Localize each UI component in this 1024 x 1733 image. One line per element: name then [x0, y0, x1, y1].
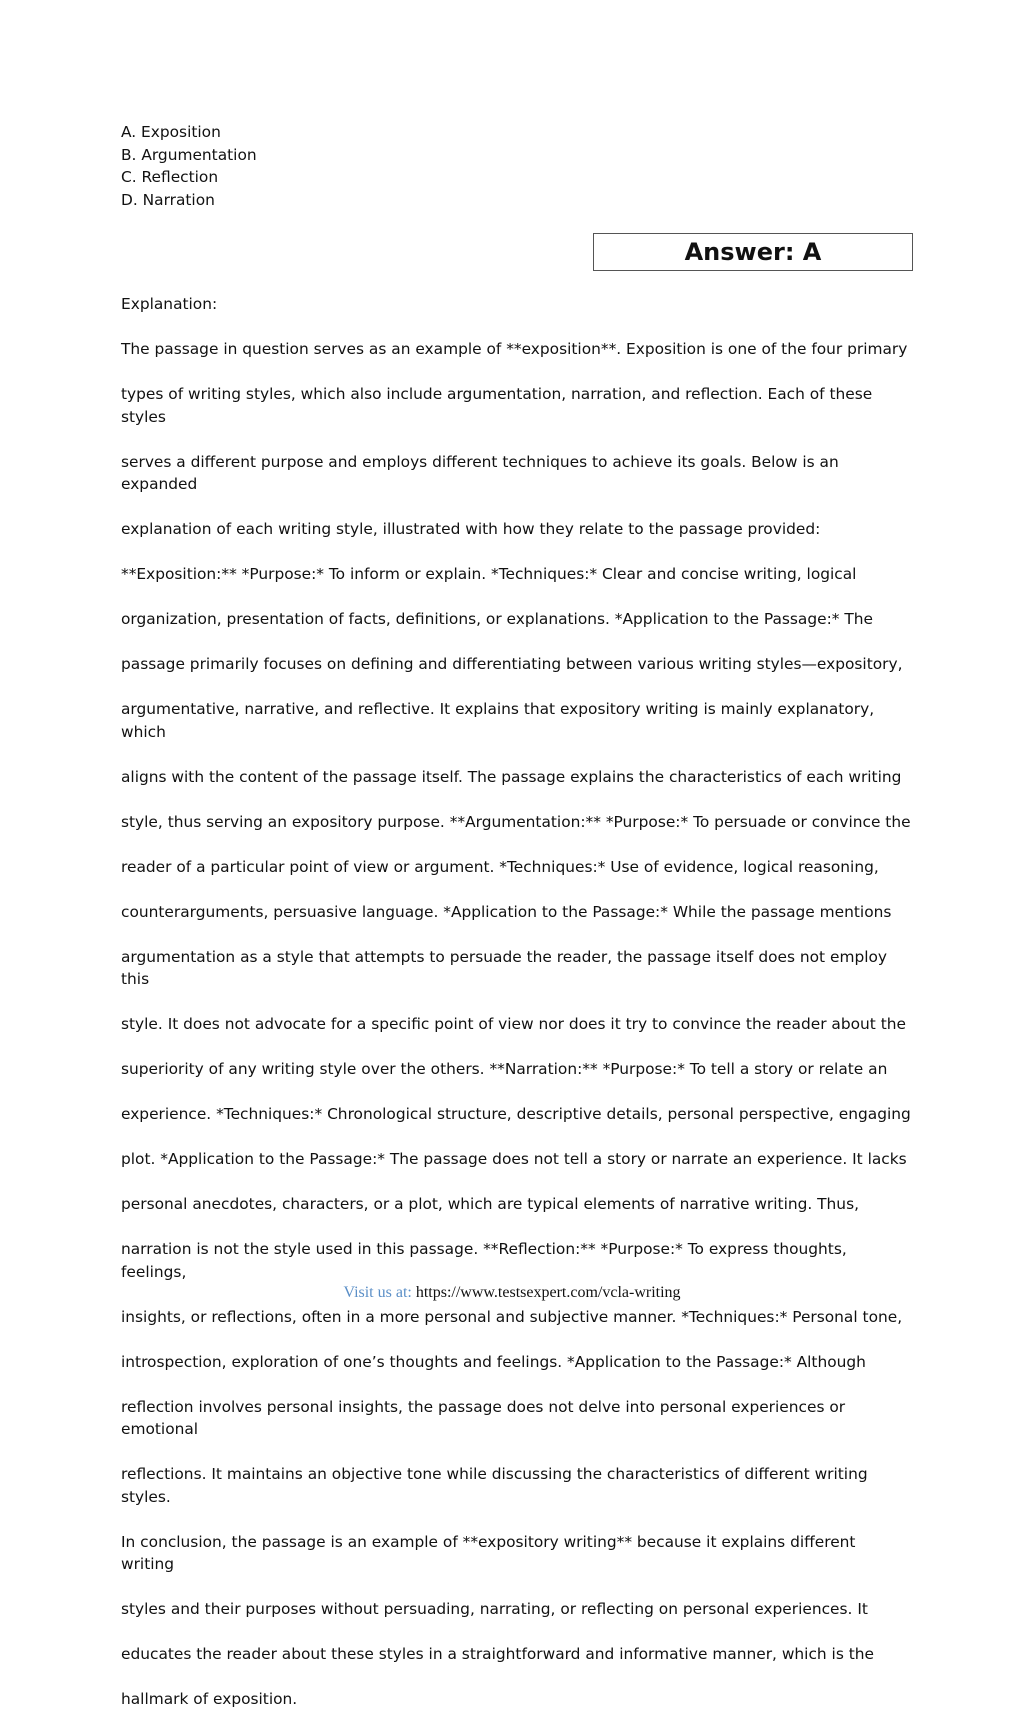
explanation-line: aligns with the content of the passage itself. The passage explains the characteristics of each writing: [121, 766, 911, 789]
explanation-line: narration is not the style used in this passage. **Reflection:** *Purpose:* To express thoughts, feelings,: [121, 1238, 911, 1283]
answer-options-list: [121, 121, 257, 211]
option-c: C. Reflection: [121, 166, 257, 189]
answer-text: Answer: A: [685, 238, 822, 266]
explanation-line: insights, or reflections, often in a more personal and subjective manner. *Techniques:* Personal tone,: [121, 1306, 911, 1329]
explanation-line: The passage in question serves as an example of **exposition**. Exposition is one of the four primary: [121, 338, 911, 361]
explanation-line: reflection involves personal insights, the passage does not delve into personal experiences or emotional: [121, 1396, 911, 1441]
explanation-line: passage primarily focuses on defining and differentiating between various writing styles—expository,: [121, 653, 911, 676]
footer-url-link[interactable]: https://www.testsexpert.com/vcla-writing: [416, 1284, 681, 1301]
explanation-line: hallmark of exposition.: [121, 1688, 911, 1711]
explanation-line: serves a different purpose and employs different techniques to achieve its goals. Below is an expanded: [121, 451, 911, 496]
explanation-line: organization, presentation of facts, definitions, or explanations. *Application to the Passage:* The: [121, 608, 911, 631]
explanation-line: experience. *Techniques:* Chronological structure, descriptive details, personal perspective, engaging: [121, 1103, 911, 1126]
explanation-line: educates the reader about these styles in a straightforward and informative manner, which is the: [121, 1643, 911, 1666]
explanation-section: [121, 293, 911, 1733]
explanation-label: Explanation:: [121, 293, 911, 316]
explanation-line: argumentation as a style that attempts to persuade the reader, the passage itself does not employ this: [121, 946, 911, 991]
explanation-line: argumentative, narrative, and reflective. It explains that expository writing is mainly explanatory, which: [121, 698, 911, 743]
explanation-line: reflections. It maintains an objective tone while discussing the characteristics of different writing styles.: [121, 1463, 911, 1508]
option-d: D. Narration: [121, 189, 257, 212]
explanation-body: [121, 316, 911, 1733]
option-a: A. Exposition: [121, 121, 257, 144]
page-footer: [0, 1284, 1024, 1302]
explanation-line: reader of a particular point of view or argument. *Techniques:* Use of evidence, logical reasoning,: [121, 856, 911, 879]
explanation-line: style. It does not advocate for a specific point of view nor does it try to convince the reader about the: [121, 1013, 911, 1036]
answer-box: [593, 233, 913, 271]
explanation-line: In conclusion, the passage is an example of **expository writing** because it explains different writing: [121, 1531, 911, 1576]
explanation-line: types of writing styles, which also include argumentation, narration, and reflection. Each of these styles: [121, 383, 911, 428]
explanation-line: counterarguments, persuasive language. *Application to the Passage:* While the passage mentions: [121, 901, 911, 924]
explanation-line: style, thus serving an expository purpose. **Argumentation:** *Purpose:* To persuade or convince the: [121, 811, 911, 834]
footer-prefix: Visit us at:: [343, 1284, 415, 1301]
explanation-line: **Exposition:** *Purpose:* To inform or explain. *Techniques:* Clear and concise writing, logical: [121, 563, 911, 586]
explanation-line: styles and their purposes without persuading, narrating, or reflecting on personal experiences. It: [121, 1598, 911, 1621]
option-b: B. Argumentation: [121, 144, 257, 167]
explanation-line: introspection, exploration of one’s thoughts and feelings. *Application to the Passage:* Although: [121, 1351, 911, 1374]
explanation-line: superiority of any writing style over the others. **Narration:** *Purpose:* To tell a story or relate an: [121, 1058, 911, 1081]
explanation-line: explanation of each writing style, illustrated with how they relate to the passage provided:: [121, 518, 911, 541]
explanation-line: plot. *Application to the Passage:* The passage does not tell a story or narrate an experience. It lacks: [121, 1148, 911, 1171]
explanation-line: personal anecdotes, characters, or a plot, which are typical elements of narrative writing. Thus,: [121, 1193, 911, 1216]
